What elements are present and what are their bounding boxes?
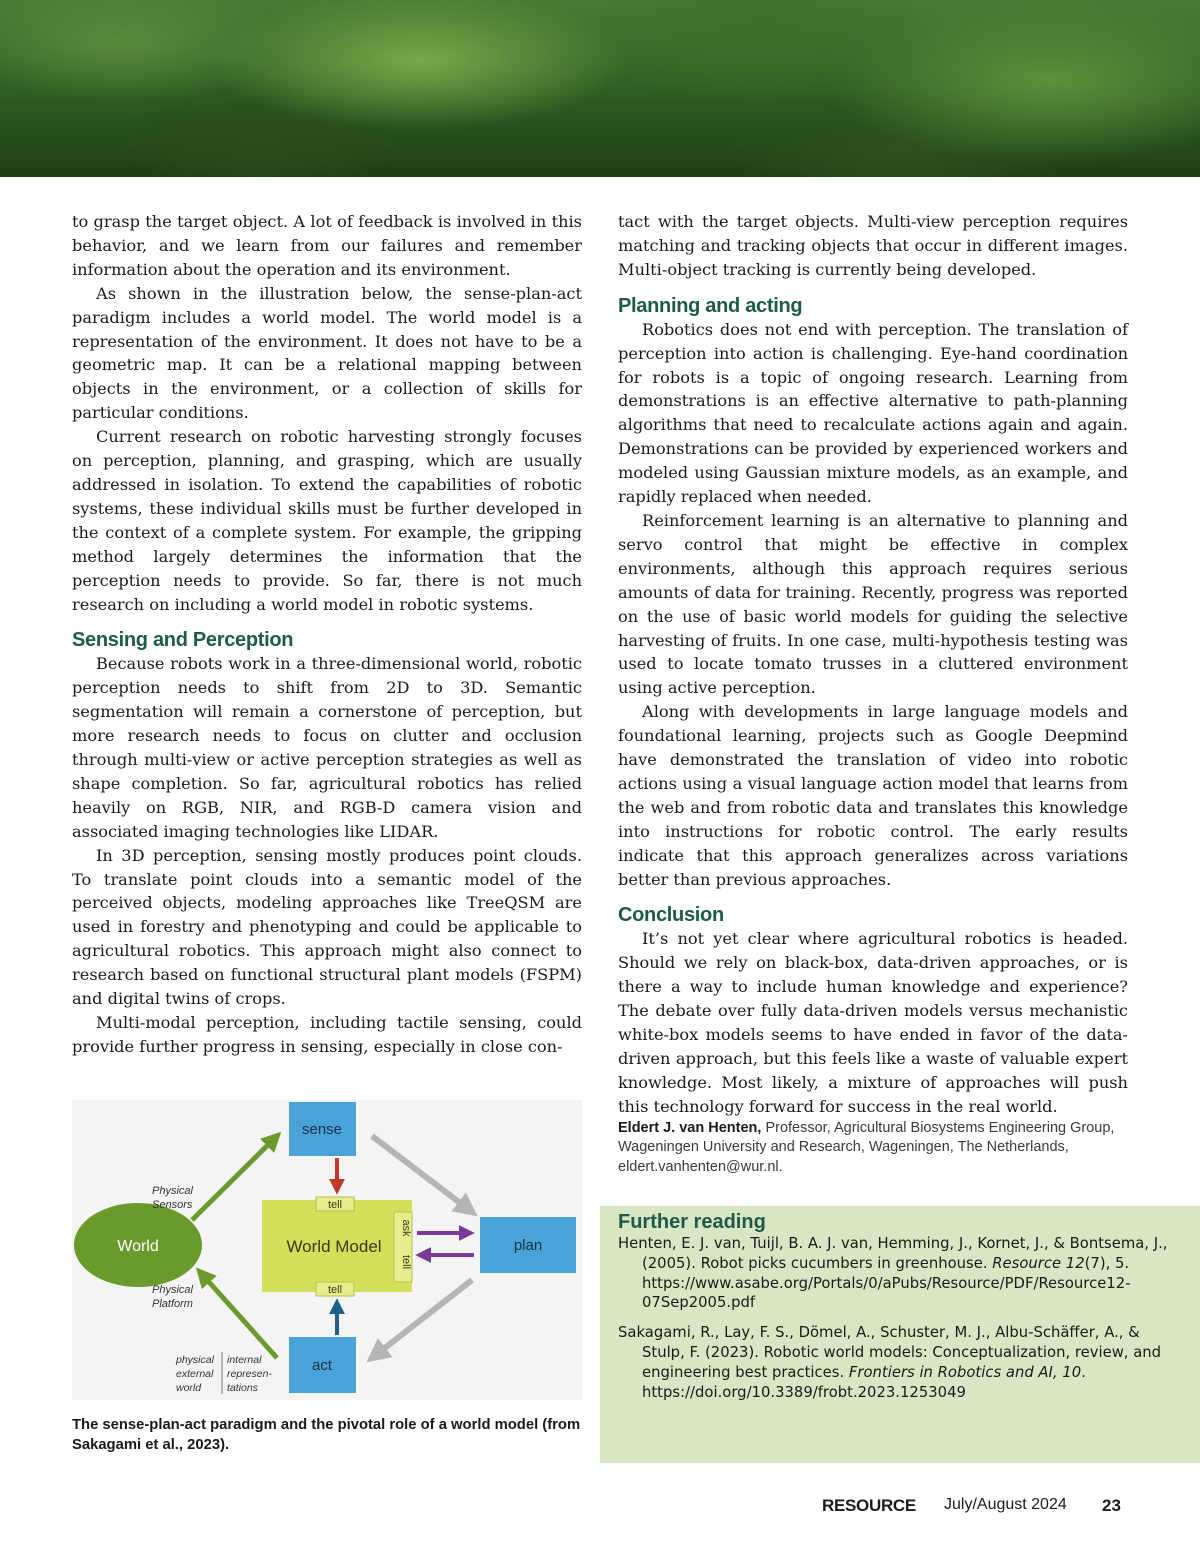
paragraph: It’s not yet clear where agricultural robotics is headed. Should we rely on black-box, data-driven approaches, or is there a way to include human knowledge and experience? The debate over fully data-driven models versus mechanistic white-box models seems to have ended in favor of the data-driven approach, but this feels like a waste of valuable expert knowledge. Most likely, a mixture of approaches will push this technology forward for success in the real world. [618,929,1128,1116]
sense-label: sense [301,1121,343,1138]
physical-sensors-label-2: Sensors [152,1199,193,1211]
physical-external-world-3: world [176,1382,202,1394]
reference-text: (7), 5. https://www.asabe.org/Portals/0/aPubs/Resource/PDF/Resource12-07Sep2005.pdf [642,1254,1131,1312]
reference-journal: Frontiers in Robotics and AI, 10 [848,1363,1082,1381]
physical-platform-label-1: Physical [152,1284,193,1296]
figure-caption: The sense-plan-act paradigm and the pivotal role of a world model (from Sakagami et al., 2023). [72,1417,581,1453]
physical-external-world-2: external [176,1368,214,1380]
tell-top-label: tell [327,1199,343,1211]
author-name: Eldert J. van Henten, [618,1119,762,1136]
reference-item [618,1323,1182,1402]
header-banner-foliage-image [0,0,1200,177]
section-heading-planning: Planning and acting [618,294,803,317]
paragraph: As shown in the illustration below, the sense-plan-act paradigm includes a world model. The world model is a representation of the environment. It does not have to be a geometric map. It can be a relational mapping between objects in the environment, or a collection of skills for particular conditions. [72,283,582,423]
world-label: World [117,1238,159,1255]
reference-text: Sakagami, R., Lay, F. S., Dömel, A., Schuster, M. J., Albu-Schäffer, A., & Stulp, F. (2023). Robotic world models: Conceptualization, review, and engineering best practices. [618,1324,1162,1381]
paragraph: Robotics does not end with perception. The translation of perception into action is challenging. Eye-hand coordination for robots is a topic of ongoing research. Learning from demonstrations is an effective alternative to path-planning algorithms that need to recalculate actions again and again. Demonstrations can be provided by experienced workers and modeled using Gaussian mixture models, as an example, and rapidly replaced when needed. [618,319,1128,507]
tell-bottom-label: tell [327,1284,343,1296]
author-bio [618,1119,1128,1178]
paragraph: Multi-modal perception, including tactile sensing, could provide further progress in sensing, especially in close con- [72,1013,582,1056]
physical-sensors-label-1: Physical [152,1185,193,1197]
footer-publication: RESOURCE [822,1496,916,1515]
author-details: Professor, Agricultural Biosystems Engineering Group, Wageningen University and Research, Wageningen, The Netherlands, eldert.vanhenten@wur.nl. [618,1119,1115,1175]
footer-date: July/August 2024 [944,1496,1067,1513]
footer-page-number: 23 [1102,1496,1121,1515]
internal-representations-1: internal [227,1354,262,1366]
sense-plan-act-diagram [72,1100,582,1400]
further-reading-box [600,1206,1200,1463]
section-heading-conclusion: Conclusion [618,904,724,927]
act-label: act [311,1357,333,1374]
left-column [72,210,582,1059]
right-column [618,210,1128,1177]
physical-external-world-1: physical [176,1354,214,1366]
internal-representations-3: tations [227,1382,258,1394]
reference-journal: Resource 12 [992,1254,1085,1272]
world-model-label: World Model [286,1237,382,1256]
paragraph: Current research on robotic harvesting strongly focuses on perception, planning, and grasping, which are usually addressed in isolation. To extend the capabilities of robotic systems, these individual skills must be further developed in the context of a complete system. For example, the gripping method largely determines the information that the perception needs to provide. So far, there is not much research on including a world model in robotic systems. [72,427,582,614]
ask-label: ask [400,1219,412,1237]
section-heading-sensing: Sensing and Perception [72,629,294,652]
paragraph: Reinforcement learning is an alternative to planning and servo control that might be effective in complex environments, although this approach requires serious amounts of data for training. Recently, progress was reported on the use of basic world models for guiding the selective harvesting of fruits. In one case, multi-hypothesis testing was used to locate tomato trusses in a cluttered environment using active perception. [618,510,1128,698]
reference-text: Henten, E. J. van, Tuijl, B. A. J. van, Hemming, J., Kornet, J., & Bontsema, J., (2005). Robot picks cucumbers in greenhouse. [618,1235,1168,1272]
internal-representations-2: represen- [227,1368,272,1380]
paragraph: tact with the target objects. Multi-view perception requires matching and tracking objects that occur in different images. Multi-object tracking is currently being developed. [618,212,1128,279]
paragraph: Along with developments in large language models and foundational learning, projects such as Google Deepmind have demonstrated the translation of video into robotic actions using a visual language action model that learns from the web and from robotic data and translates this knowledge into instructions for robotic control. The early results indicate that this approach generalizes across variations better than previous approaches. [618,702,1128,889]
tell-side-label: tell [400,1254,412,1270]
paragraph: In 3D perception, sensing mostly produces point clouds. To translate point clouds into a semantic model of the perceived objects, modeling approaches like TreeQSM are used in forestry and phenotyping and could be applicable to agricultural robotics. This approach might also connect to research based on functional structural plant models (FSPM) and digital twins of crops. [72,845,582,1009]
reference-item [618,1234,1182,1313]
reference-text: . https://doi.org/10.3389/frobt.2023.1253049 [642,1363,1086,1401]
paragraph: Because robots work in a three-dimensional world, robotic perception needs to shift from 2D to 3D. Semantic segmentation will remain a cornerstone of perception, but more research needs to focus on clutter and occlusion through multi-view or active perception strategies as well as shape completion. So far, agricultural robotics has relied heavily on RGB, NIR, and RGB-D camera vision and associated imaging technologies like LIDAR. [72,654,582,841]
paragraph: to grasp the target object. A lot of feedback is involved in this behavior, and we learn from our failures and remember information about the operation and its environment. [72,212,582,279]
further-reading-heading: Further reading [618,1211,766,1233]
plan-label: plan [513,1237,543,1254]
physical-platform-label-2: Platform [152,1298,193,1310]
